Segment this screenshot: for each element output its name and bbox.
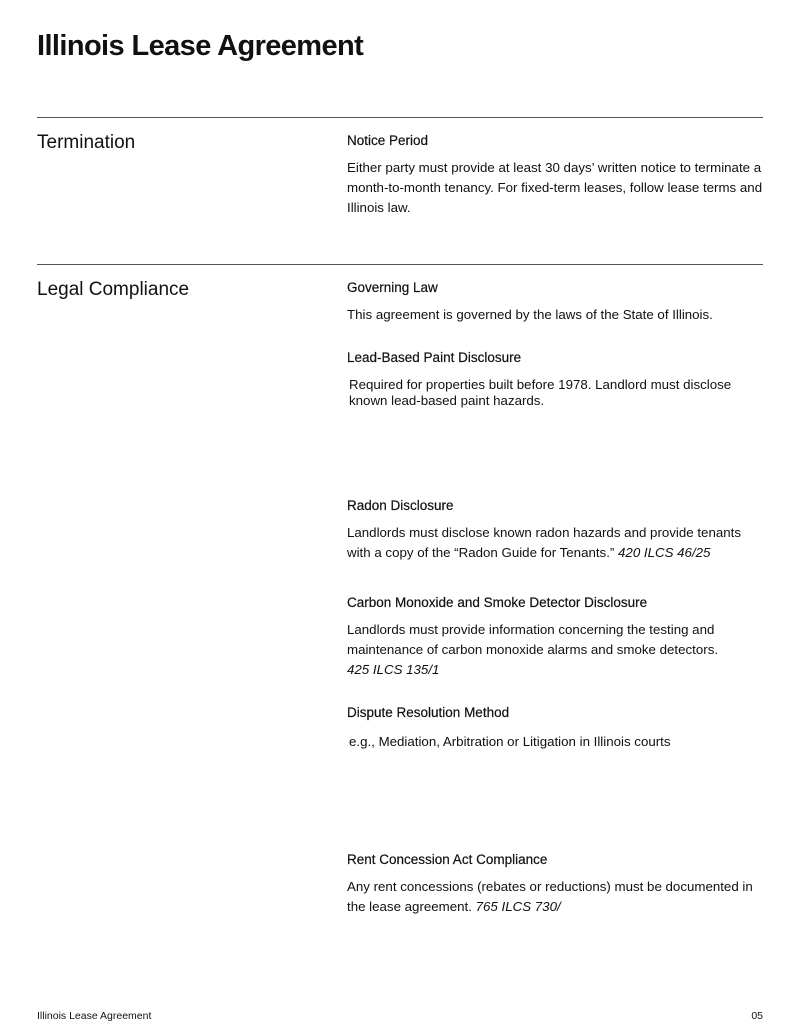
dispute-label: Dispute Resolution Method [347,705,510,720]
governing-law-label: Governing Law [347,280,438,295]
radon-text [347,523,763,563]
rent-concession-text [347,877,763,917]
notice-period-text: Either party must provide at least 30 days’ written notice to terminate a month-to-month tenancy. For fixed-term leases, follow lease terms and Illinois law. [347,160,763,215]
co-smoke-label: Carbon Monoxide and Smoke Detector Disclosure [347,595,648,610]
radon-body: Landlords must disclose known radon hazards and provide tenants with a copy of the “Radon Guide for Tenants.” [347,525,741,560]
rent-concession-citation: 765 ILCS 730/ [475,899,561,914]
lead-paint-value[interactable]: Required for properties built before 1978. Landlord must disclose known lead-based paint hazards. [349,377,732,408]
notice-period-field [347,132,763,218]
notice-period-label: Notice Period [347,133,429,148]
co-smoke-field [347,594,763,680]
radon-label: Radon Disclosure [347,498,454,513]
rent-concession-body: Any rent concessions (rebates or reductions) must be documented in the lease agreement. [347,879,753,914]
governing-law-field [347,279,763,325]
section-title-legal-compliance: Legal Compliance [37,279,190,300]
radon-citation: 420 ILCS 46/25 [618,545,711,560]
section-title-termination: Termination [37,132,136,153]
section-divider [37,117,763,118]
section-divider [37,264,763,265]
document-title: Illinois Lease Agreement [37,30,364,62]
governing-law-text: This agreement is governed by the laws of the State of Illinois. [347,307,713,322]
co-smoke-citation: 425 ILCS 135/1 [347,662,440,677]
rent-concession-field [347,851,763,917]
dispute-value[interactable]: e.g., Mediation, Arbitration or Litigation in Illinois courts [349,734,671,749]
footer-document-name: Illinois Lease Agreement [37,1010,152,1022]
radon-field [347,497,763,563]
rent-concession-label: Rent Concession Act Compliance [347,852,548,867]
lead-paint-field [347,349,763,409]
co-smoke-text: Landlords must provide information concerning the testing and maintenance of carbon monoxide alarms and smoke detectors. [347,622,719,657]
lead-paint-label: Lead-Based Paint Disclosure [347,350,522,365]
dispute-field [347,704,763,750]
footer-page-number: 05 [751,1010,763,1022]
